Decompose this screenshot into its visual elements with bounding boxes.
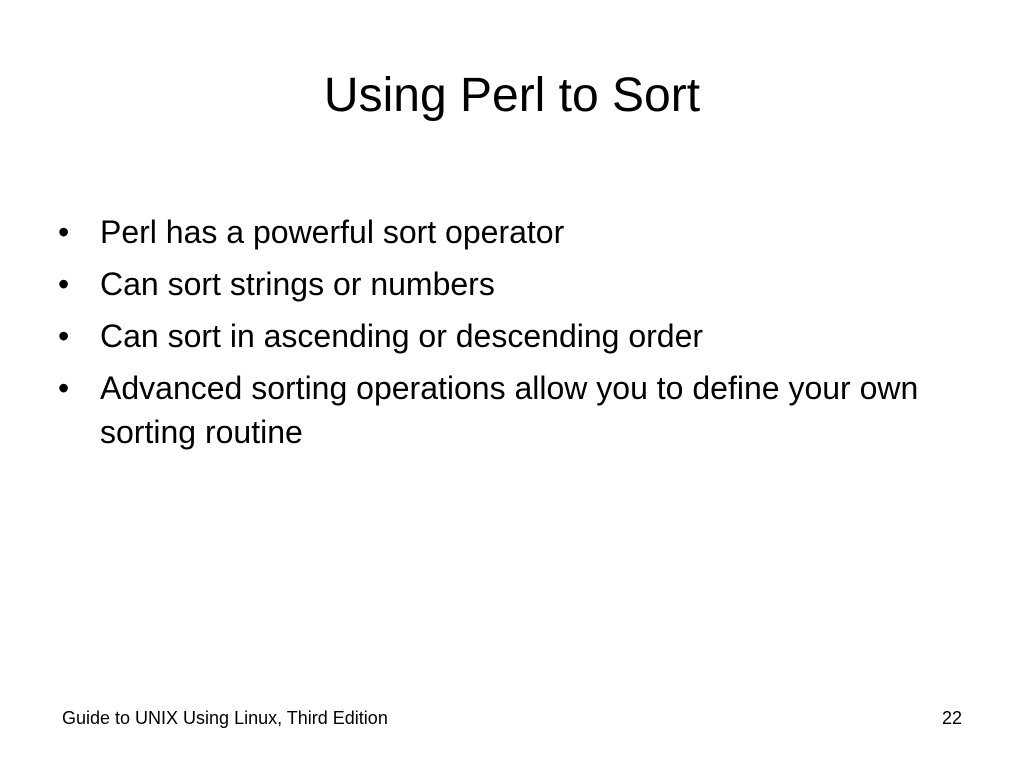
bullet-text: Can sort in ascending or descending order <box>100 318 704 354</box>
bullet-item <box>58 314 938 358</box>
page-number: 22 <box>941 708 962 728</box>
bullet-icon: • <box>58 214 70 250</box>
bullet-icon: • <box>58 266 70 302</box>
bullet-item <box>58 262 938 306</box>
bullet-item <box>58 366 938 454</box>
bullet-list <box>58 210 938 462</box>
footer-text: Guide to UNIX Using Linux, Third Edition <box>62 708 388 728</box>
bullet-text: Can sort strings or numbers <box>100 266 495 302</box>
bullet-icon: • <box>58 318 70 354</box>
slide-title: Using Perl to Sort <box>323 69 701 122</box>
bullet-text: Perl has a powerful sort operator <box>100 214 565 250</box>
bullet-item <box>58 210 938 254</box>
bullet-icon: • <box>58 370 70 406</box>
bullet-text: Advanced sorting operations allow you to define your own sorting routine <box>100 370 919 450</box>
